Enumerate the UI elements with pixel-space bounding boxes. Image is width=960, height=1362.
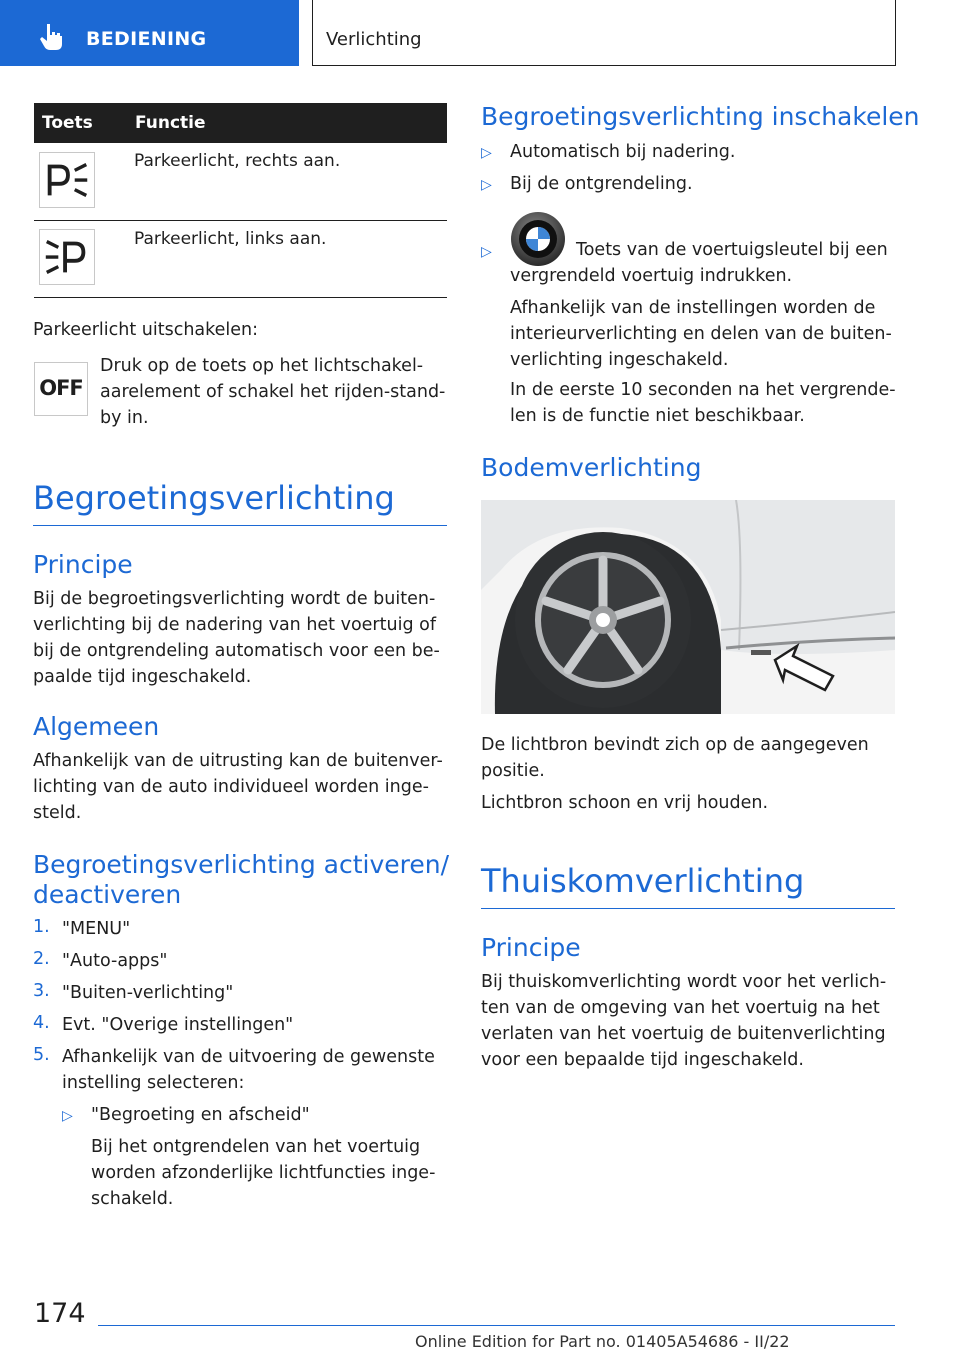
title-rule xyxy=(33,525,447,526)
welcome-light-title: Begroetingsverlichting xyxy=(33,479,395,517)
title-rule xyxy=(481,908,895,909)
off-button-icon xyxy=(34,362,88,416)
home-principle-line: verlaten van het voertuig de buitenverlichting xyxy=(481,1024,886,1044)
step-text: instelling selecteren: xyxy=(62,1073,245,1093)
table-row xyxy=(34,221,447,298)
parking-off-line: by in. xyxy=(100,408,149,428)
home-light-title: Thuiskomverlichting xyxy=(481,862,805,900)
footer-edition: Online Edition for Part no. 01405A54686 - II/22 xyxy=(415,1332,790,1351)
bmw-key-button-icon xyxy=(509,210,567,268)
principle-line: paalde tijd ingeschakeld. xyxy=(33,667,252,687)
table-row-text: Parkeerlicht, links aan. xyxy=(134,229,327,249)
home-principle-line: ten van de omgeving van het voertuig na het xyxy=(481,998,880,1018)
step-number: 2. xyxy=(33,949,50,969)
off-button-label: OFF xyxy=(39,376,83,400)
page-number: 174 xyxy=(34,1298,86,1329)
general-line: lichting van de auto individueel worden inge- xyxy=(33,777,429,797)
ground-light-heading: Bodemverlichting xyxy=(481,453,702,482)
step-number: 3. xyxy=(33,981,50,1001)
principle-line: verlichting bij de nadering van het voertuig of xyxy=(33,615,436,635)
switch-on-bullet: Automatisch bij nadering. xyxy=(510,142,736,162)
bullet-glyph: ▷ xyxy=(481,177,492,193)
ground-light-line: positie. xyxy=(481,761,545,781)
step-number: 1. xyxy=(33,917,50,937)
general-line: steld. xyxy=(33,803,82,823)
principle-line: bij de ontgrendeling automatisch voor een be- xyxy=(33,641,440,661)
parking-light-right-icon xyxy=(39,152,95,208)
step-number: 5. xyxy=(33,1045,50,1065)
general-heading: Algemeen xyxy=(33,712,160,741)
header-chapter-title: Verlichting xyxy=(326,29,422,50)
sub-line: Bij het ontgrendelen van het voertuig xyxy=(91,1137,421,1157)
table-header-function: Functie xyxy=(135,113,206,133)
switch-on-heading: Begroetingsverlichting inschakelen xyxy=(481,102,920,131)
table-header-key: Toets xyxy=(42,113,93,133)
switch-on-para: interieurverlichting en delen van de buiten- xyxy=(510,324,892,344)
principle-line: Bij de begroetingsverlichting wordt de buiten- xyxy=(33,589,436,609)
ground-light-note: Lichtbron schoon en vrij houden. xyxy=(481,793,769,813)
activate-heading: Begroetingsverlichting activeren/ xyxy=(33,850,450,879)
home-principle-line: Bij thuiskomverlichting wordt voor het verlich- xyxy=(481,972,887,992)
activate-heading: deactiveren xyxy=(33,880,182,909)
parking-light-left-icon xyxy=(39,229,95,285)
switch-on-bullet: Bij de ontgrendeling. xyxy=(510,174,693,194)
sub-option: "Begroeting en afscheid" xyxy=(91,1105,310,1125)
parking-off-intro: Parkeerlicht uitschakelen: xyxy=(33,320,259,340)
bullet-glyph: ▷ xyxy=(481,145,492,161)
table-header xyxy=(34,103,447,143)
header-section-title: BEDIENING xyxy=(86,28,207,50)
step-text: "Buiten-verlichting" xyxy=(62,983,234,1003)
sub-line: schakeld. xyxy=(91,1189,174,1209)
step-text: Afhankelijk van de uitvoering de gewenste xyxy=(62,1047,435,1067)
parking-off-line: aarelement of schakel het rijden-stand- xyxy=(100,382,446,402)
switch-on-para: In de eerste 10 seconden na het vergrende- xyxy=(510,380,896,400)
principle-heading: Principe xyxy=(33,550,133,579)
switch-on-key-text: Toets van de voertuigsleutel bij een xyxy=(576,240,888,260)
step-number: 4. xyxy=(33,1013,50,1033)
switch-on-para: Afhankelijk van de instellingen worden de xyxy=(510,298,876,318)
parking-off-line: Druk op de toets op het lichtschakel- xyxy=(100,356,424,376)
home-principle-line: voor een bepaalde tijd ingeschakeld. xyxy=(481,1050,804,1070)
table-row-text: Parkeerlicht, rechts aan. xyxy=(134,151,341,171)
switch-on-key-text: vergrendeld voertuig indrukken. xyxy=(510,266,793,286)
sub-line: worden afzonderlijke lichtfuncties inge- xyxy=(91,1163,436,1183)
hand-pointer-icon xyxy=(36,22,66,52)
home-principle-heading: Principe xyxy=(481,933,581,962)
ground-light-line: De lichtbron bevindt zich op de aangegeven xyxy=(481,735,869,755)
switch-on-para: verlichting ingeschakeld. xyxy=(510,350,729,370)
step-text: "MENU" xyxy=(62,919,131,939)
vehicle-wheel-photo xyxy=(481,500,895,714)
step-text: Evt. "Overige instellingen" xyxy=(62,1015,294,1035)
switch-on-para: len is de functie niet beschikbaar. xyxy=(510,406,805,426)
step-text: "Auto-apps" xyxy=(62,951,168,971)
table-row xyxy=(34,143,447,221)
footer-rule xyxy=(98,1325,895,1326)
general-line: Afhankelijk van de uitrusting kan de buitenver- xyxy=(33,751,443,771)
bullet-glyph: ▷ xyxy=(481,244,492,260)
bullet-glyph: ▷ xyxy=(62,1108,73,1124)
